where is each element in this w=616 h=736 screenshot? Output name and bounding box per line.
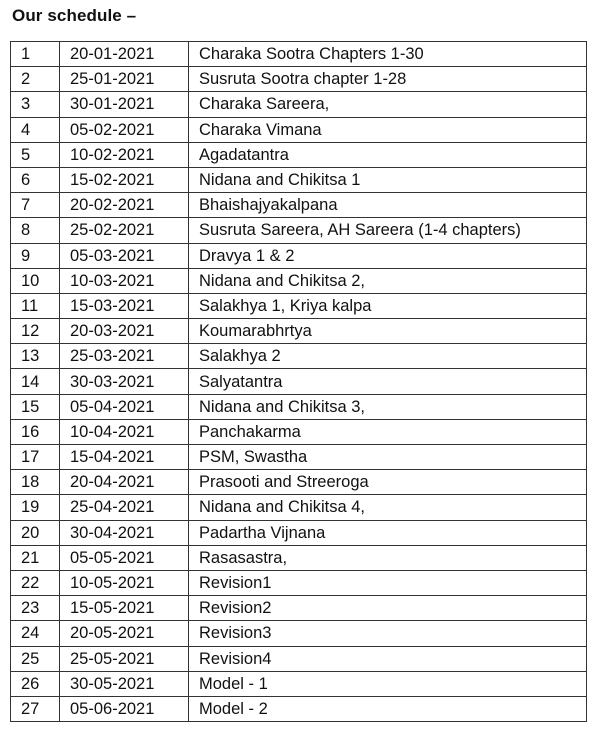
- row-number-cell: 9: [11, 243, 60, 268]
- row-number-cell: 22: [11, 570, 60, 595]
- schedule-row: [11, 596, 587, 621]
- schedule-row: [11, 117, 587, 142]
- row-number-cell: 16: [11, 419, 60, 444]
- schedule-row: [11, 243, 587, 268]
- row-number-cell: 2: [11, 67, 60, 92]
- schedule-row: [11, 167, 587, 192]
- schedule-row: [11, 520, 587, 545]
- topic-cell: Padartha Vijnana: [189, 520, 587, 545]
- topic-cell: Charaka Sareera,: [189, 92, 587, 117]
- schedule-heading: Our schedule –: [12, 6, 137, 25]
- topic-cell: Salakhya 1, Kriya kalpa: [189, 293, 587, 318]
- schedule-row: [11, 394, 587, 419]
- topic-cell: Nidana and Chikitsa 2,: [189, 268, 587, 293]
- schedule-row: [11, 419, 587, 444]
- row-number-cell: 1: [11, 42, 60, 67]
- schedule-row: [11, 268, 587, 293]
- schedule-row: [11, 142, 587, 167]
- row-number-cell: 10: [11, 268, 60, 293]
- row-number-cell: 11: [11, 293, 60, 318]
- date-cell: 05-03-2021: [60, 243, 189, 268]
- schedule-row: [11, 369, 587, 394]
- schedule-table-body: [11, 42, 587, 722]
- topic-cell: Rasasastra,: [189, 545, 587, 570]
- schedule-row: [11, 570, 587, 595]
- date-cell: 05-02-2021: [60, 117, 189, 142]
- date-cell: 05-06-2021: [60, 696, 189, 721]
- topic-cell: Revision1: [189, 570, 587, 595]
- date-cell: 15-04-2021: [60, 445, 189, 470]
- row-number-cell: 18: [11, 470, 60, 495]
- row-number-cell: 17: [11, 445, 60, 470]
- row-number-cell: 14: [11, 369, 60, 394]
- date-cell: 10-02-2021: [60, 142, 189, 167]
- date-cell: 30-01-2021: [60, 92, 189, 117]
- schedule-row: [11, 193, 587, 218]
- schedule-row: [11, 42, 587, 67]
- schedule-row: [11, 696, 587, 721]
- topic-cell: Dravya 1 & 2: [189, 243, 587, 268]
- schedule-row: [11, 646, 587, 671]
- topic-cell: Bhaishajyakalpana: [189, 193, 587, 218]
- date-cell: 15-02-2021: [60, 167, 189, 192]
- schedule-row: [11, 470, 587, 495]
- schedule-row: [11, 319, 587, 344]
- topic-cell: Revision2: [189, 596, 587, 621]
- schedule-table: [10, 41, 587, 722]
- topic-cell: Nidana and Chikitsa 1: [189, 167, 587, 192]
- topic-cell: Susruta Sootra chapter 1-28: [189, 67, 587, 92]
- schedule-row: [11, 344, 587, 369]
- schedule-row: [11, 218, 587, 243]
- row-number-cell: 15: [11, 394, 60, 419]
- row-number-cell: 8: [11, 218, 60, 243]
- row-number-cell: 20: [11, 520, 60, 545]
- topic-cell: Charaka Vimana: [189, 117, 587, 142]
- date-cell: 25-02-2021: [60, 218, 189, 243]
- date-cell: 30-03-2021: [60, 369, 189, 394]
- date-cell: 10-04-2021: [60, 419, 189, 444]
- topic-cell: Panchakarma: [189, 419, 587, 444]
- row-number-cell: 7: [11, 193, 60, 218]
- row-number-cell: 5: [11, 142, 60, 167]
- date-cell: 20-01-2021: [60, 42, 189, 67]
- topic-cell: Prasooti and Streeroga: [189, 470, 587, 495]
- topic-cell: Nidana and Chikitsa 4,: [189, 495, 587, 520]
- topic-cell: Salakhya 2: [189, 344, 587, 369]
- topic-cell: Salyatantra: [189, 369, 587, 394]
- row-number-cell: 27: [11, 696, 60, 721]
- date-cell: 25-03-2021: [60, 344, 189, 369]
- topic-cell: Model - 1: [189, 671, 587, 696]
- schedule-row: [11, 445, 587, 470]
- date-cell: 20-03-2021: [60, 319, 189, 344]
- row-number-cell: 21: [11, 545, 60, 570]
- row-number-cell: 23: [11, 596, 60, 621]
- date-cell: 05-04-2021: [60, 394, 189, 419]
- date-cell: 25-05-2021: [60, 646, 189, 671]
- topic-cell: Susruta Sareera, AH Sareera (1-4 chapters): [189, 218, 587, 243]
- topic-cell: PSM, Swastha: [189, 445, 587, 470]
- date-cell: 10-03-2021: [60, 268, 189, 293]
- row-number-cell: 13: [11, 344, 60, 369]
- schedule-row: [11, 293, 587, 318]
- row-number-cell: 3: [11, 92, 60, 117]
- date-cell: 25-01-2021: [60, 67, 189, 92]
- row-number-cell: 19: [11, 495, 60, 520]
- date-cell: 20-04-2021: [60, 470, 189, 495]
- row-number-cell: 26: [11, 671, 60, 696]
- row-number-cell: 24: [11, 621, 60, 646]
- topic-cell: Revision4: [189, 646, 587, 671]
- topic-cell: Model - 2: [189, 696, 587, 721]
- topic-cell: Agadatantra: [189, 142, 587, 167]
- schedule-row: [11, 92, 587, 117]
- date-cell: 05-05-2021: [60, 545, 189, 570]
- date-cell: 20-05-2021: [60, 621, 189, 646]
- date-cell: 30-05-2021: [60, 671, 189, 696]
- schedule-row: [11, 621, 587, 646]
- schedule-row: [11, 545, 587, 570]
- schedule-row: [11, 67, 587, 92]
- topic-cell: Koumarabhrtya: [189, 319, 587, 344]
- date-cell: 15-03-2021: [60, 293, 189, 318]
- schedule-row: [11, 495, 587, 520]
- topic-cell: Charaka Sootra Chapters 1-30: [189, 42, 587, 67]
- date-cell: 10-05-2021: [60, 570, 189, 595]
- row-number-cell: 12: [11, 319, 60, 344]
- schedule-row: [11, 671, 587, 696]
- date-cell: 30-04-2021: [60, 520, 189, 545]
- date-cell: 20-02-2021: [60, 193, 189, 218]
- row-number-cell: 6: [11, 167, 60, 192]
- date-cell: 15-05-2021: [60, 596, 189, 621]
- topic-cell: Revision3: [189, 621, 587, 646]
- row-number-cell: 25: [11, 646, 60, 671]
- row-number-cell: 4: [11, 117, 60, 142]
- topic-cell: Nidana and Chikitsa 3,: [189, 394, 587, 419]
- date-cell: 25-04-2021: [60, 495, 189, 520]
